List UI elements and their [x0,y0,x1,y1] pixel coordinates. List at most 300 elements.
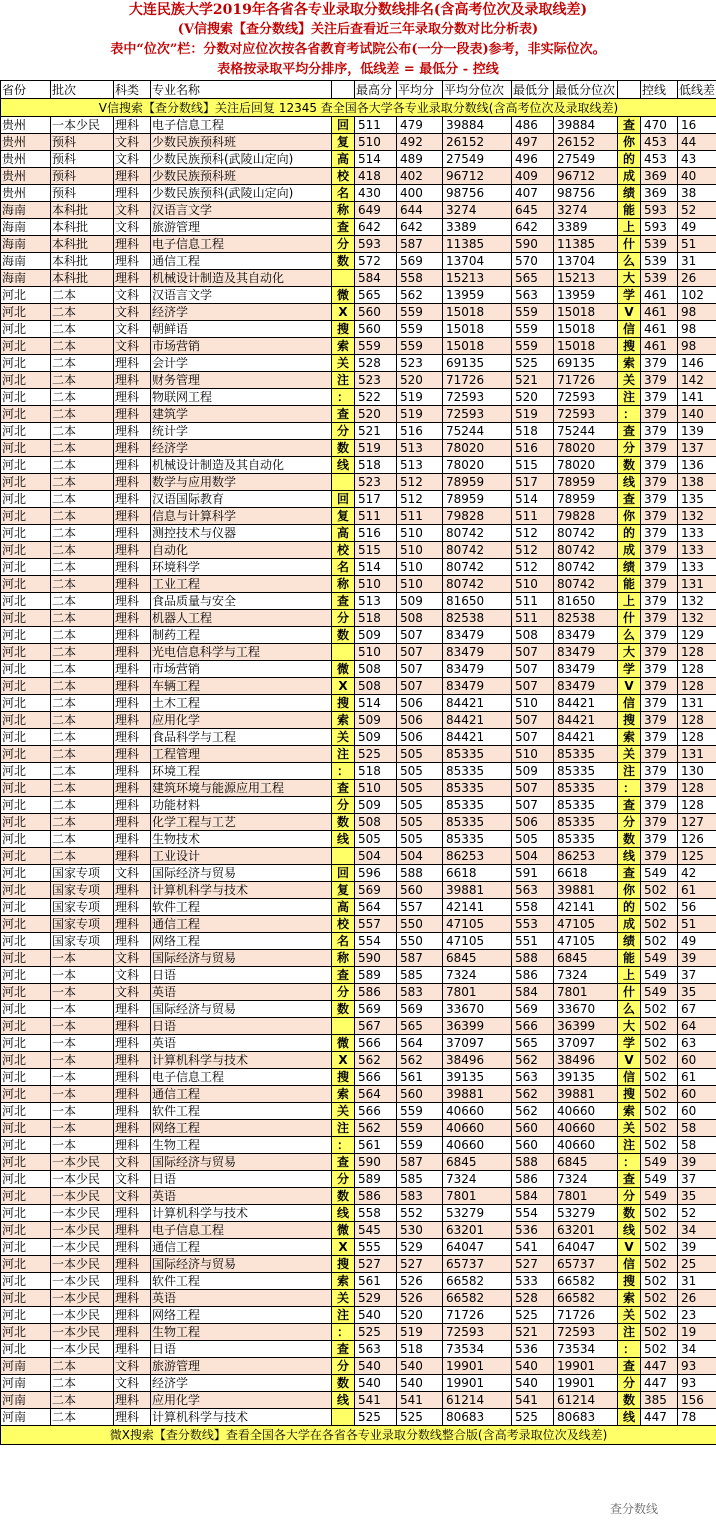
cell-avg-score: 510 [397,542,443,559]
cell-control-line: 461 [641,338,678,355]
cell-batch: 本科批 [51,219,114,236]
side-text-left: 复 [332,882,355,899]
cell-province: 河北 [1,576,51,593]
cell-control-line: 385 [641,1392,678,1409]
cell-control-line: 379 [641,559,678,576]
cell-avg-rank: 78020 [443,440,512,457]
cell-line-diff: 52 [678,202,716,219]
cell-avg-score: 505 [397,763,443,780]
cell-control-line: 502 [641,1324,678,1341]
cell-avg-score: 510 [397,559,443,576]
cell-major: 环境科学 [151,559,332,576]
side-text-right: 什 [618,984,641,1001]
cell-avg-rank: 85335 [443,797,512,814]
cell-major: 建筑环境与能源应用工程 [151,780,332,797]
cell-province: 河北 [1,1188,51,1205]
table-header-row [1,81,716,99]
col-header: 平均分 [397,81,443,99]
cell-avg-score: 541 [397,1392,443,1409]
cell-major: 软件工程 [151,1103,332,1120]
cell-avg-score: 518 [397,1341,443,1358]
cell-major: 制药工程 [151,627,332,644]
table-row [1,1120,716,1137]
cell-category: 理科 [114,1018,151,1035]
cell-control-line: 379 [641,695,678,712]
table-row [1,355,716,372]
cell-min-score: 496 [512,151,554,168]
cell-max-score: 584 [355,270,397,287]
cell-max-score: 564 [355,1086,397,1103]
cell-avg-rank: 6845 [443,1154,512,1171]
cell-control-line: 379 [641,712,678,729]
side-text-left: 索 [332,338,355,355]
table-row [1,1154,716,1171]
table-row [1,304,716,321]
cell-line-diff: 126 [678,831,716,848]
cell-control-line: 447 [641,1358,678,1375]
cell-line-diff: 132 [678,508,716,525]
cell-batch: 二本 [51,321,114,338]
table-row [1,338,716,355]
table-row [1,525,716,542]
cell-max-score: 508 [355,814,397,831]
cell-control-line: 549 [641,1154,678,1171]
side-text-right: 你 [618,882,641,899]
cell-major: 通信工程 [151,916,332,933]
side-text-right: 注 [618,389,641,406]
table-row [1,236,716,253]
cell-max-score: 430 [355,185,397,202]
cell-min-rank: 39135 [554,1069,618,1086]
cell-min-rank: 82538 [554,610,618,627]
cell-control-line: 379 [641,763,678,780]
cell-province: 河北 [1,729,51,746]
cell-max-score: 528 [355,355,397,372]
cell-batch: 预科 [51,151,114,168]
cell-province: 河北 [1,525,51,542]
table-row [1,627,716,644]
cell-control-line: 549 [641,967,678,984]
cell-avg-score: 559 [397,304,443,321]
cell-major: 日语 [151,1341,332,1358]
cell-min-score: 510 [512,576,554,593]
cell-min-rank: 78020 [554,457,618,474]
cell-major: 英语 [151,984,332,1001]
cell-min-score: 558 [512,899,554,916]
cell-category: 文科 [114,1358,151,1375]
cell-avg-score: 507 [397,644,443,661]
cell-province: 河北 [1,848,51,865]
table-row [1,1358,716,1375]
cell-max-score: 593 [355,236,397,253]
cell-avg-score: 505 [397,780,443,797]
cell-batch: 一本 [51,1001,114,1018]
cell-max-score: 518 [355,763,397,780]
cell-batch: 二本 [51,406,114,423]
cell-category: 理科 [114,1392,151,1409]
cell-min-score: 562 [512,1052,554,1069]
cell-category: 理科 [114,916,151,933]
cell-min-score: 507 [512,797,554,814]
cell-line-diff: 131 [678,695,716,712]
cell-batch: 二本 [51,508,114,525]
cell-min-score: 507 [512,780,554,797]
cell-avg-rank: 3274 [443,202,512,219]
side-text-right: 关 [618,746,641,763]
cell-min-rank: 39884 [554,117,618,134]
cell-avg-score: 529 [397,1239,443,1256]
cell-line-diff: 49 [678,933,716,950]
cell-avg-score: 492 [397,134,443,151]
cell-avg-score: 565 [397,1018,443,1035]
cell-line-diff: 133 [678,525,716,542]
cell-control-line: 502 [641,1137,678,1154]
cell-max-score: 520 [355,406,397,423]
side-text-right: 大 [618,270,641,287]
side-text-right: 分 [618,440,641,457]
cell-control-line: 453 [641,134,678,151]
table-row [1,542,716,559]
cell-major: 市场营销 [151,661,332,678]
cell-line-diff: 37 [678,967,716,984]
cell-major: 工程管理 [151,746,332,763]
table-row [1,1205,716,1222]
side-text-left: 索 [332,1086,355,1103]
cell-major: 生物工程 [151,1137,332,1154]
cell-control-line: 461 [641,321,678,338]
cell-avg-score: 558 [397,270,443,287]
cell-province: 河北 [1,933,51,950]
side-text-right: 学 [618,661,641,678]
cell-category: 理科 [114,355,151,372]
cell-min-score: 511 [512,508,554,525]
cell-batch: 二本 [51,1375,114,1392]
cell-avg-rank: 6618 [443,865,512,882]
cell-control-line: 453 [641,151,678,168]
cell-avg-rank: 26152 [443,134,512,151]
side-text-left: X [332,1239,355,1256]
side-text-right: 信 [618,321,641,338]
cell-min-rank: 13959 [554,287,618,304]
cell-control-line: 379 [641,406,678,423]
cell-major: 应用化学 [151,1392,332,1409]
cell-avg-score: 588 [397,865,443,882]
cell-major: 通信工程 [151,1086,332,1103]
cell-min-rank: 79828 [554,508,618,525]
cell-category: 理科 [114,1001,151,1018]
cell-avg-rank: 7801 [443,984,512,1001]
cell-major: 环境工程 [151,763,332,780]
cell-province: 河北 [1,389,51,406]
cell-avg-score: 560 [397,882,443,899]
side-text-left: 索 [332,1273,355,1290]
cell-control-line: 379 [641,627,678,644]
cell-max-score: 540 [355,1358,397,1375]
cell-control-line: 379 [641,814,678,831]
cell-province: 河南 [1,1409,51,1426]
cell-province: 河北 [1,916,51,933]
cell-category: 理科 [114,1222,151,1239]
cell-control-line: 379 [641,593,678,610]
cell-avg-rank: 40660 [443,1137,512,1154]
cell-major: 朝鲜语 [151,321,332,338]
cell-major: 旅游管理 [151,1358,332,1375]
cell-min-rank: 7324 [554,1171,618,1188]
table-row [1,1222,716,1239]
cell-category: 理科 [114,831,151,848]
cell-line-diff: 127 [678,814,716,831]
cell-major: 经济学 [151,304,332,321]
cell-avg-score: 642 [397,219,443,236]
side-text-left: ： [332,763,355,780]
cell-avg-rank: 84421 [443,712,512,729]
table-row [1,865,716,882]
cell-max-score: 523 [355,474,397,491]
cell-min-rank: 98756 [554,185,618,202]
side-text-left: 关 [332,729,355,746]
table-row [1,916,716,933]
cell-batch: 一本少民 [51,1341,114,1358]
table-row [1,1256,716,1273]
cell-avg-rank: 83479 [443,661,512,678]
cell-avg-rank: 15018 [443,338,512,355]
side-text-right: 什 [618,236,641,253]
cell-max-score: 525 [355,746,397,763]
cell-avg-rank: 72593 [443,389,512,406]
cell-line-diff: 39 [678,1154,716,1171]
cell-batch: 二本 [51,610,114,627]
side-text-right: 搜 [618,712,641,729]
cell-category: 文科 [114,202,151,219]
table-row [1,695,716,712]
cell-batch: 二本 [51,695,114,712]
cell-max-score: 514 [355,559,397,576]
cell-min-score: 586 [512,967,554,984]
col-header: 低线差 [679,82,716,97]
cell-category: 文科 [114,304,151,321]
cell-province: 海南 [1,236,51,253]
cell-min-rank: 3389 [554,219,618,236]
cell-min-rank: 3274 [554,202,618,219]
cell-min-rank: 27549 [554,151,618,168]
side-text-right: 查 [618,423,641,440]
side-text-left: 分 [332,1358,355,1375]
cell-major: 物联网工程 [151,389,332,406]
cell-control-line: 502 [641,882,678,899]
cell-control-line: 502 [641,1086,678,1103]
cell-major: 光电信息科学与工程 [151,644,332,661]
side-text-right: 上 [618,967,641,984]
cell-batch: 二本 [51,576,114,593]
cell-control-line: 379 [641,457,678,474]
side-text-right: V [618,1052,641,1069]
cell-province: 河南 [1,1375,51,1392]
cell-batch: 一本 [51,984,114,1001]
cell-line-diff: 51 [678,916,716,933]
cell-control-line: 502 [641,1001,678,1018]
cell-control-line: 369 [641,185,678,202]
cell-line-diff: 98 [678,321,716,338]
cell-batch: 二本 [51,423,114,440]
cell-avg-rank: 40660 [443,1103,512,1120]
cell-avg-rank: 37097 [443,1035,512,1052]
side-text-right: ： [618,1154,641,1171]
cell-avg-rank: 83479 [443,678,512,695]
cell-major: 车辆工程 [151,678,332,695]
side-text-right: 搜 [618,1273,641,1290]
cell-avg-score: 560 [397,1086,443,1103]
side-text-left: 关 [332,355,355,372]
cell-batch: 二本 [51,559,114,576]
cell-max-score: 525 [355,1409,397,1426]
cell-batch: 一本 [51,950,114,967]
cell-avg-rank: 85335 [443,780,512,797]
cell-control-line: 502 [641,1256,678,1273]
side-text-right: 能 [618,202,641,219]
cell-max-score: 590 [355,1154,397,1171]
cell-min-score: 541 [512,1392,554,1409]
cell-major: 功能材料 [151,797,332,814]
side-text-left: 线 [332,1205,355,1222]
col-header: 控线 [641,81,678,99]
table-row [1,1035,716,1052]
cell-min-score: 486 [512,117,554,134]
cell-major: 市场营销 [151,338,332,355]
cell-avg-score: 562 [397,1052,443,1069]
cell-batch: 一本少民 [51,117,114,134]
cell-control-line: 379 [641,831,678,848]
cell-min-score: 536 [512,1341,554,1358]
cell-major: 电子信息工程 [151,1069,332,1086]
side-text-right: 大 [618,1018,641,1035]
cell-max-score: 529 [355,1290,397,1307]
cell-batch: 二本 [51,287,114,304]
cell-major: 建筑学 [151,406,332,423]
cell-control-line: 379 [641,491,678,508]
cell-min-score: 507 [512,712,554,729]
cell-min-score: 521 [512,1324,554,1341]
cell-min-rank: 72593 [554,406,618,423]
cell-avg-rank: 78959 [443,474,512,491]
cell-avg-rank: 61214 [443,1392,512,1409]
cell-max-score: 540 [355,1307,397,1324]
side-text-right: 你 [618,508,641,525]
cell-avg-rank: 81650 [443,593,512,610]
cell-avg-rank: 7801 [443,1188,512,1205]
cell-min-rank: 61214 [554,1392,618,1409]
side-text-left: ： [332,1137,355,1154]
cell-category: 理科 [114,440,151,457]
cell-batch: 二本 [51,593,114,610]
table-row [1,423,716,440]
side-text-right: 成 [618,542,641,559]
cell-batch: 二本 [51,491,114,508]
cell-avg-rank: 47105 [443,916,512,933]
side-text-left: 微 [332,1222,355,1239]
cell-line-diff: 128 [678,729,716,746]
cell-major: 旅游管理 [151,219,332,236]
cell-control-line: 502 [641,916,678,933]
cell-line-diff: 39 [678,950,716,967]
cell-max-score: 518 [355,610,397,627]
cell-batch: 一本 [51,1120,114,1137]
cell-min-rank: 85335 [554,780,618,797]
side-text-right: 搜 [618,1086,641,1103]
cell-province: 贵州 [1,151,51,168]
table-row [1,882,716,899]
cell-avg-score: 559 [397,1137,443,1154]
cell-batch: 二本 [51,1392,114,1409]
cell-avg-rank: 84421 [443,695,512,712]
table-row [1,1290,716,1307]
cell-min-rank: 47105 [554,933,618,950]
cell-min-score: 518 [512,423,554,440]
cell-min-rank: 75244 [554,423,618,440]
cell-major: 软件工程 [151,899,332,916]
cell-max-score: 523 [355,372,397,389]
side-text-right: V [618,1239,641,1256]
col-header: 最高分 [355,81,397,99]
cell-min-rank: 19901 [554,1358,618,1375]
cell-avg-score: 516 [397,423,443,440]
cell-min-rank: 78959 [554,491,618,508]
cell-max-score: 569 [355,1001,397,1018]
side-text-left: X [332,678,355,695]
cell-avg-rank: 39881 [443,1086,512,1103]
cell-line-diff: 98 [678,338,716,355]
cell-avg-rank: 33670 [443,1001,512,1018]
side-text-right: 线 [618,1409,641,1426]
cell-avg-rank: 71726 [443,372,512,389]
cell-line-diff: 133 [678,559,716,576]
cell-province: 河北 [1,406,51,423]
cell-min-rank: 53279 [554,1205,618,1222]
cell-min-score: 562 [512,1103,554,1120]
side-text-left: 高 [332,525,355,542]
cell-control-line: 539 [641,270,678,287]
cell-min-score: 507 [512,661,554,678]
cell-control-line: 379 [641,508,678,525]
cell-avg-score: 552 [397,1205,443,1222]
col-header: 平均分位次 [443,81,512,99]
side-text-right: 索 [618,1103,641,1120]
side-text-right: 线 [618,848,641,865]
table-row [1,831,716,848]
cell-avg-score: 506 [397,729,443,746]
cell-avg-rank: 63201 [443,1222,512,1239]
cell-max-score: 557 [355,916,397,933]
side-text-right: 线 [618,474,641,491]
side-text-left: 分 [332,236,355,253]
cell-avg-score: 540 [397,1358,443,1375]
cell-max-score: 540 [355,1375,397,1392]
cell-category: 理科 [114,389,151,406]
cell-avg-rank: 80683 [443,1409,512,1426]
cell-avg-score: 569 [397,1001,443,1018]
cell-line-diff: 135 [678,491,716,508]
cell-province: 河北 [1,1324,51,1341]
cell-batch: 一本少民 [51,1290,114,1307]
side-text-right: 大 [618,644,641,661]
footer-banner-row [1,1426,716,1445]
cell-major: 软件工程 [151,1273,332,1290]
cell-category: 理科 [114,474,151,491]
table-row [1,661,716,678]
cell-max-score: 508 [355,678,397,695]
watermark: 查分数线 [610,1502,659,1516]
cell-min-score: 588 [512,1154,554,1171]
cell-province: 河北 [1,372,51,389]
